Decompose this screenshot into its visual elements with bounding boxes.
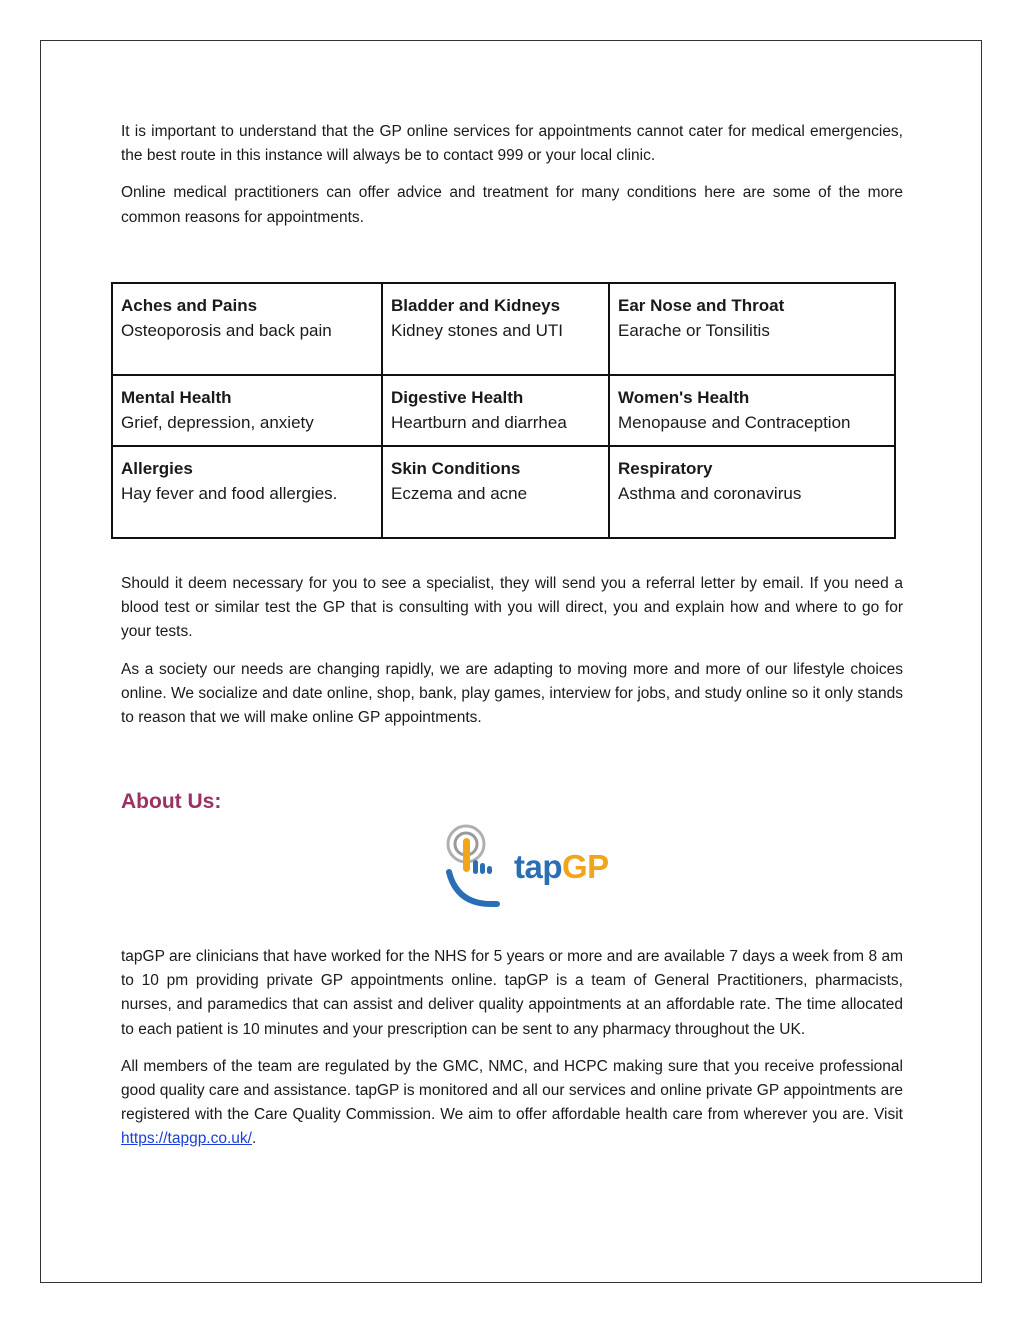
table-row (112, 283, 895, 375)
table-cell (382, 283, 609, 375)
condition-desc: Grief, depression, anxiety (121, 412, 314, 432)
logo-gp: GP (562, 848, 609, 885)
condition-title: Women's Health (618, 388, 750, 407)
table-cell (112, 446, 382, 538)
table-cell (609, 446, 895, 538)
condition-title: Respiratory (618, 459, 713, 478)
middle-paragraph-1: Should it deem necessary for you to see a specialist, they will send you a referral letter by email. If you need a blood test or similar test the GP that is consulting with you will direct, you and explain how and where to go for your tests. (121, 575, 903, 641)
condition-desc: Kidney stones and UTI (391, 320, 563, 340)
condition-title: Skin Conditions (391, 459, 521, 478)
conditions-table (111, 282, 896, 539)
website-link[interactable]: https://tapgp.co.uk/ (121, 1130, 252, 1148)
middle-text (121, 572, 903, 743)
condition-desc: Asthma and coronavirus (618, 483, 802, 503)
condition-desc: Hay fever and food allergies. (121, 483, 338, 503)
intro-paragraph-1: It is important to understand that the GP online services for appointments cannot cater for medical emergencies, the best route in this instance will always be to contact 999 or your local clinic. (121, 123, 903, 165)
table-cell (382, 446, 609, 538)
condition-title: Digestive Health (391, 388, 524, 407)
intro-paragraph-2: Online medical practitioners can offer advice and treatment for many conditions here are some of the more common reasons for appointments. (121, 184, 903, 226)
table-cell (112, 283, 382, 375)
about-paragraph-1: tapGP are clinicians that have worked for the NHS for 5 years or more and are available 7 days a week from 8 am to 10 pm providing private GP appointments online. tapGP is a team of General Practitioners, pharmacists, nurses, and paramedics that can assist and deliver quality appointments at an affordable rate. The time allocated to each patient is 10 minutes and your prescription can be sent to any pharmacy throughout the UK. (121, 948, 903, 1038)
condition-desc: Osteoporosis and back pain (121, 320, 332, 340)
condition-desc: Heartburn and diarrhea (391, 412, 567, 432)
table-row (112, 375, 895, 446)
about-heading: About Us: (121, 790, 222, 813)
middle-paragraph-2: As a society our needs are changing rapidly, we are adapting to moving more and more of our lifestyle choices online. We socialize and date online, shop, bank, play games, interview for jobs, and study online so it only stands to reason that we will make online GP appointments. (121, 660, 903, 727)
intro-text (121, 120, 903, 243)
about-paragraph-2-end: . (251, 1130, 257, 1148)
about-paragraph-2 (121, 1055, 903, 1152)
condition-desc: Menopause and Contraception (618, 412, 851, 432)
table-cell (112, 375, 382, 446)
condition-title: Allergies (121, 459, 193, 478)
condition-title: Aches and Pains (121, 296, 258, 315)
table-cell (609, 375, 895, 446)
logo-tap: tap (514, 848, 562, 885)
condition-desc: Earache or Tonsilitis (618, 320, 770, 340)
table-cell (609, 283, 895, 375)
condition-title: Ear Nose and Throat (618, 296, 785, 315)
condition-title: Mental Health (121, 388, 232, 407)
condition-title: Bladder and Kidneys (391, 296, 561, 315)
tapgp-logo-wordmark (514, 848, 609, 886)
condition-desc: Eczema and acne (391, 483, 528, 503)
about-text (121, 945, 903, 1165)
about-paragraph-2-text: All members of the team are regulated by the GMC, NMC, and HCPC making sure that you receive professional good quality care and assistance. tapGP is monitored and all our services and online private GP appointments are registered with the Care Quality Commission. We aim to offer affordable health care from wherever you are. Visit (121, 1057, 903, 1124)
table-row (112, 446, 895, 538)
table-cell (382, 375, 609, 446)
